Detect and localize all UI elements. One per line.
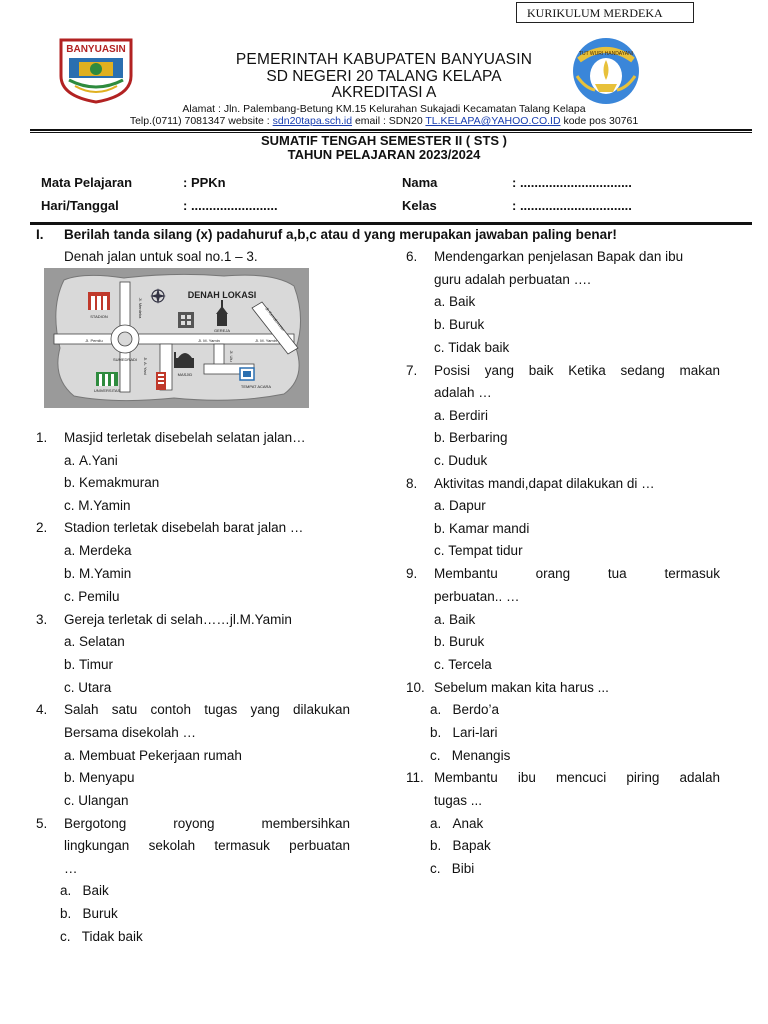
question-10-option-b[interactable] <box>430 725 498 740</box>
option-letter: a. <box>430 816 442 831</box>
hospital-icon <box>156 372 166 390</box>
map-label-jl-m-yamin-2: Jl. M. Yamin <box>255 338 277 343</box>
school-address: Alamat : Jln. Palembang-Betung KM.15 Kelurahan Sukajadi Kecamatan Talang Kelapa <box>182 103 586 115</box>
curriculum-label: KURIKULUM MERDEKA <box>516 2 694 23</box>
question-5-option-a[interactable] <box>60 883 109 898</box>
question-6-text-line-1: Mendengarkan penjelasan Bapak dan ibu <box>434 249 684 264</box>
question-6-text-line-2: guru adalah perbuatan …. <box>434 272 591 287</box>
question-5-text-line-3: … <box>64 861 78 876</box>
option-text: Dapur <box>449 498 486 513</box>
map-label-gereja: GEREJA <box>213 328 231 333</box>
question-5-text-line-1: Bergotong royong membersihkan <box>64 816 350 831</box>
date-field[interactable]: : ........................ <box>183 198 278 213</box>
option-letter: a. <box>60 883 72 898</box>
question-9-text-line-1: Membantu orang tua termasuk <box>434 566 720 581</box>
academic-year: TAHUN PELAJARAN 2023/2024 <box>287 147 481 162</box>
question-3-text: Gereja terletak di selah……jl.M.Yamin <box>64 612 292 627</box>
class-field[interactable]: : ............................... <box>512 198 632 213</box>
option-letter: c. <box>64 589 75 604</box>
option-text: Pemilu <box>78 589 120 604</box>
question-2-option-a[interactable] <box>64 543 132 558</box>
question-10-text: Sebelum makan kita harus ... <box>434 680 609 695</box>
option-text: Timur <box>79 657 114 672</box>
telephone-text: Telp.(0711) 7081347 website : <box>129 115 273 127</box>
question-9-option-c[interactable] <box>434 657 492 672</box>
option-text: Menangis <box>451 748 511 763</box>
option-text: Baik <box>449 294 476 309</box>
map-label-jl-m-yamin-1: Jl. M. Yamin <box>198 338 220 343</box>
school-name: SD NEGERI 20 TALANG KELAPA <box>266 68 502 85</box>
postcode-text: kode pos 30761 <box>560 115 639 127</box>
email-prefix: email : SDN20 <box>352 115 426 127</box>
option-letter: c. <box>64 498 75 513</box>
question-11-text-line-2: tugas ... <box>434 793 483 808</box>
exam-title: SUMATIF TENGAH SEMESTER II ( STS ) <box>260 133 508 148</box>
option-text: Lari-lari <box>452 725 498 740</box>
question-7-option-a[interactable] <box>434 408 488 423</box>
question-8-number: 8. <box>406 476 418 491</box>
option-letter: c. <box>430 748 441 763</box>
option-letter: b. <box>434 521 446 536</box>
option-letter: a. <box>64 748 76 763</box>
map-label-jl-merdeka: Jl. Merdeka <box>138 297 143 319</box>
question-7-option-c[interactable] <box>434 453 487 468</box>
question-7-number: 7. <box>406 363 418 378</box>
map-label-jl-ulu: Jl. Ulu <box>229 350 234 362</box>
option-letter: b. <box>64 770 76 785</box>
map-label-jl-kemakmuran: Jl. Kemakmuran <box>264 306 287 333</box>
question-11-option-c[interactable] <box>430 861 474 876</box>
question-4-option-a[interactable] <box>64 748 242 763</box>
email-link[interactable]: TL.KELAPA@YAHOO.CO.ID <box>425 115 561 127</box>
question-10-option-a[interactable] <box>430 702 499 717</box>
option-letter: b. <box>64 566 76 581</box>
option-letter: c. <box>64 793 75 808</box>
option-text: Baik <box>82 883 109 898</box>
question-10-option-c[interactable] <box>430 748 510 763</box>
stadium-icon <box>88 292 110 310</box>
question-5-option-c[interactable] <box>60 929 143 944</box>
question-5-number: 5. <box>36 816 48 831</box>
question-7-text-line-1: Posisi yang baik Ketika sedang makan <box>434 363 720 378</box>
map-title: DENAH LOKASI <box>187 290 257 300</box>
option-text: Berbaring <box>449 430 508 445</box>
question-5-option-b[interactable] <box>60 906 118 921</box>
option-letter: c. <box>64 680 75 695</box>
option-text: Berdiri <box>449 408 489 423</box>
map-label-jl-a-yani: Jl. A. Yani <box>143 357 148 375</box>
question-1-number: 1. <box>36 430 48 445</box>
map-label-stadion: STADION <box>90 314 108 319</box>
option-text: Bibi <box>451 861 475 876</box>
option-letter: a. <box>64 634 76 649</box>
option-text: Selatan <box>79 634 125 649</box>
option-text: Kamar mandi <box>449 521 530 536</box>
option-letter: c. <box>434 543 445 558</box>
event-venue-icon <box>240 368 254 380</box>
question-4-option-b[interactable] <box>64 770 135 785</box>
option-text: Tidak baik <box>81 929 143 944</box>
option-text: Duduk <box>448 453 488 468</box>
map-label-tempat-acara: TEMPAT ACARA <box>240 384 272 389</box>
date-label: Hari/Tanggal <box>41 198 119 213</box>
option-letter: c. <box>430 861 441 876</box>
question-2-number: 2. <box>36 520 48 535</box>
map-label-roundabout: SUMEDRADI <box>112 357 138 362</box>
question-4-number: 4. <box>36 702 48 717</box>
option-letter: b. <box>434 634 446 649</box>
option-letter: b. <box>434 317 446 332</box>
section-instruction <box>36 227 617 242</box>
option-text: Merdeka <box>79 543 132 558</box>
map-label-masjid: MASJID <box>177 372 193 377</box>
tut-wuri-logo-text: TUT WURI HANDAYANI <box>578 51 634 57</box>
option-text: Buruk <box>449 634 485 649</box>
question-8-option-a[interactable] <box>434 498 486 513</box>
option-text: Membuat Pekerjaan rumah <box>79 748 242 763</box>
section-rule <box>30 222 752 225</box>
question-8-text: Aktivitas mandi,dapat dilakukan di … <box>434 476 655 491</box>
question-2-text: Stadion terletak disebelah barat jalan … <box>64 520 304 535</box>
website-link[interactable]: sdn20tapa.sch.id <box>272 115 353 127</box>
option-text: Bapak <box>452 838 491 853</box>
option-letter: a. <box>430 702 442 717</box>
option-letter: a. <box>434 294 446 309</box>
option-letter: b. <box>60 906 72 921</box>
question-11-number: 11. <box>406 770 424 785</box>
question-6-option-c[interactable] <box>434 340 509 355</box>
option-letter: c. <box>434 657 445 672</box>
option-text: Anak <box>452 816 484 831</box>
question-7-text-line-2: adalah … <box>434 385 492 400</box>
question-3-number: 3. <box>36 612 48 627</box>
option-text: Buruk <box>82 906 118 921</box>
option-letter: a. <box>434 498 446 513</box>
office-building-icon <box>178 312 194 328</box>
question-11-text-line-1: Membantu ibu mencuci piring adalah <box>434 770 720 785</box>
question-1-option-b[interactable] <box>64 475 159 490</box>
option-text: A.Yani <box>79 453 118 468</box>
question-3-option-a[interactable] <box>64 634 125 649</box>
question-8-option-b[interactable] <box>434 521 529 536</box>
header-rule <box>30 129 752 131</box>
option-letter: b. <box>64 657 76 672</box>
question-9-text-line-2: perbuatan.. … <box>434 589 520 604</box>
question-7-option-b[interactable] <box>434 430 508 445</box>
map-label-universitas: UNIVERSITAS <box>93 388 121 393</box>
instruction-text: Berilah tanda silang (x) padahuruf a,b,c atau d yang merupakan jawaban paling benar! <box>64 227 617 242</box>
option-letter: c. <box>434 453 445 468</box>
university-icon <box>96 372 118 386</box>
question-11-option-b[interactable] <box>430 838 491 853</box>
option-text: Tidak baik <box>448 340 510 355</box>
name-field[interactable]: : ............................... <box>512 175 632 190</box>
question-6-option-b[interactable] <box>434 317 484 332</box>
map-label-jl-pemilu: Jl. Pemilu <box>85 338 103 343</box>
option-letter: b. <box>430 725 442 740</box>
accreditation: AKREDITASI A <box>331 84 437 101</box>
subject-label: Mata Pelajaran <box>41 175 133 190</box>
option-letter: b. <box>64 475 76 490</box>
question-4-text-line-1: Salah satu contoh tugas yang dilakukan <box>64 702 350 717</box>
option-text: Berdo’a <box>452 702 500 717</box>
question-9-number: 9. <box>406 566 418 581</box>
option-text: Utara <box>78 680 112 695</box>
question-8-option-c[interactable] <box>434 543 523 558</box>
question-6-number: 6. <box>406 249 418 264</box>
question-3-option-b[interactable] <box>64 657 113 672</box>
option-text: Tempat tidur <box>448 543 523 558</box>
question-3-option-c[interactable] <box>64 680 111 695</box>
option-letter: c. <box>60 929 71 944</box>
option-text: Kemakmuran <box>79 475 160 490</box>
option-letter: a. <box>434 408 446 423</box>
subject-value: : PPKn <box>183 175 226 190</box>
contact-line <box>0 115 768 127</box>
question-6-option-a[interactable] <box>434 294 475 309</box>
banyuasin-logo-text: BANYUASIN <box>66 44 126 55</box>
question-9-option-a[interactable] <box>434 612 475 627</box>
question-11-option-a[interactable] <box>430 816 483 831</box>
map-intro: Denah jalan untuk soal no.1 – 3. <box>64 249 258 264</box>
question-5-text-line-2: lingkungan sekolah termasuk perbuatan <box>64 838 350 853</box>
government-title: PEMERINTAH KABUPATEN BANYUASIN <box>235 51 533 68</box>
option-text: Buruk <box>449 317 485 332</box>
class-label: Kelas <box>402 198 437 213</box>
option-letter: a. <box>64 453 76 468</box>
option-text: M.Yamin <box>78 498 131 513</box>
location-map <box>44 268 309 408</box>
name-label: Nama <box>402 175 438 190</box>
option-letter: b. <box>434 430 446 445</box>
option-letter: a. <box>434 612 446 627</box>
question-9-option-b[interactable] <box>434 634 484 649</box>
question-1-option-a[interactable] <box>64 453 118 468</box>
question-1-option-c[interactable] <box>64 498 131 513</box>
question-10-number: 10. <box>406 680 425 695</box>
option-letter: a. <box>64 543 76 558</box>
option-letter: b. <box>430 838 442 853</box>
question-2-option-b[interactable] <box>64 566 131 581</box>
question-4-text-line-2: Bersama disekolah … <box>64 725 197 740</box>
question-4-option-c[interactable] <box>64 793 129 808</box>
option-text: Tercela <box>448 657 492 672</box>
option-text: Menyapu <box>79 770 135 785</box>
option-letter: c. <box>434 340 445 355</box>
option-text: Ulangan <box>78 793 129 808</box>
question-1-text: Masjid terletak disebelah selatan jalan… <box>64 430 306 445</box>
section-number: I. <box>36 227 44 242</box>
option-text: M.Yamin <box>79 566 132 581</box>
question-2-option-c[interactable] <box>64 589 120 604</box>
option-text: Baik <box>449 612 476 627</box>
